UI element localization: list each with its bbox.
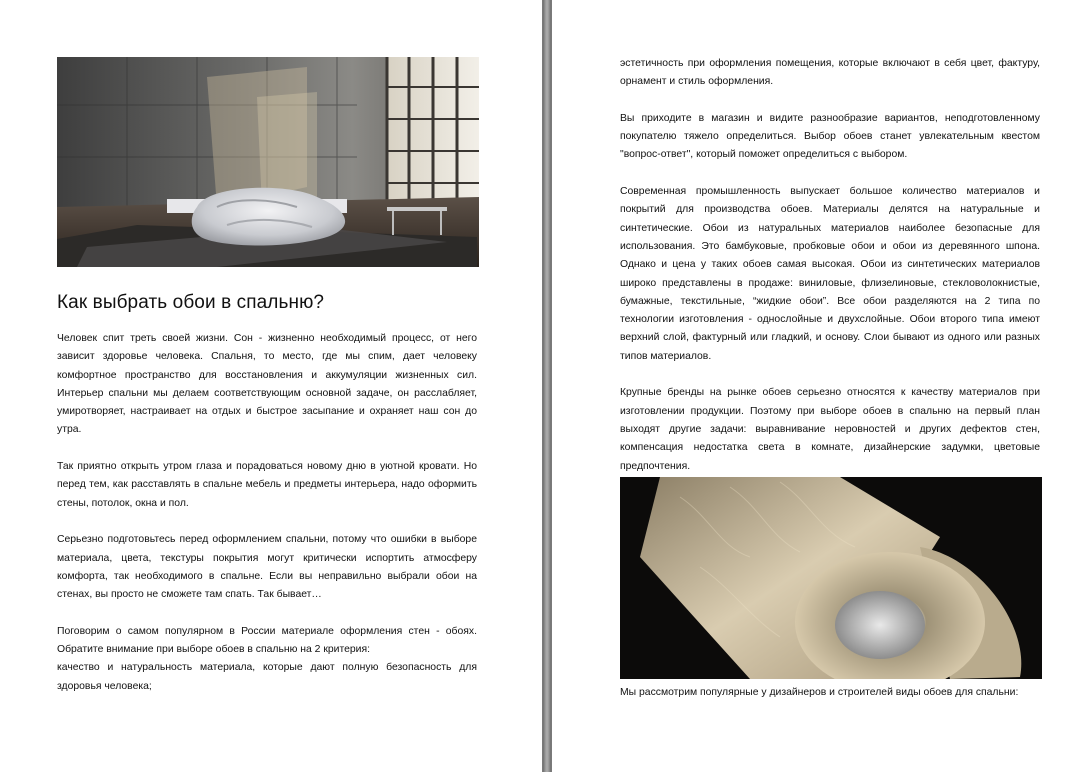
paragraph-intro: Человек спит треть своей жизни. Сон - жизненно необходимый процесс, от него зависит здоровье человека. Спальня, то место, где мы спим, дает человеку комфортное пространство для восстановления и аккумуляции жизненных сил. Интерьер спальни мы делаем соответствующим основной задаче, он расслабляет, умиротворяет, настраивает на отдых и быстрое засыпание и охраняет наш сон до утра. (57, 333, 477, 436)
left-column-text (57, 330, 477, 696)
article-title: Как выбрать обои в спальню? (57, 292, 325, 313)
bedroom-photo (57, 57, 479, 267)
paragraph-prepare: Серьезно подготовьтесь перед оформлением спальни, потому что ошибки в выборе материала, цвета, текстуры покрытия могут критически испортить атмосферу комфорта, так необходимого в спальне. Если вы неправильно выбрали обои на стенах, вы просто не сможете там спать. Так бывает… (57, 534, 477, 601)
paragraph-morning: Так приятно открыть утром глаза и порадоваться новому дню в уютной кровати. Но перед тем, как расставлять в спальне мебель и предметы интерьера, надо оформить стены, потолок, окна и пол. (57, 461, 477, 509)
right-column-text (620, 55, 1040, 476)
image-caption: Мы рассмотрим популярные у дизайнеров и строителей виды обоев для спальни: (620, 687, 1019, 698)
page-gutter (543, 0, 551, 772)
wallpaper-roll-photo (620, 477, 1042, 679)
paragraph-shop: Вы приходите в магазин и видите разнообразие вариантов, неподготовленному покупателю тяжело определиться. Выбор обоев станет увлекательным квестом "вопрос-ответ", который поможет определиться с выбором. (620, 112, 1040, 161)
paragraph-materials: Современная промышленность выпускает большое количество материалов и покрытий для производства обоев. Материалы делятся на натуральные и синтетические. Обои из натуральных материалов наиболее безопасные для использования. Это бамбуковые, пробковые обои и обои из деревянного шпона. Однако и цена у таких обоев самая высокая. Обои из синтетических материалов широко представлены в продаже: виниловые, флизелиновые, стекловолокнистые, бумажные, текстильные, “жидкие обои”. Все обои разделяются на 2 типа по технологии изготовления - однослойные и двухслойные. Обои второго типа имеют верхний слой, фактурный или гладкий, и основу. Слои бывают из одного или разных типов материалов. (620, 186, 1040, 362)
paragraph-wallpaper: Поговорим о самом популярном в России материале оформления стен - обоях. Обратите внимание при выборе обоев в спальню на 2 критерия: (57, 625, 477, 656)
paragraph-brands: Крупные бренды на рынке обоев серьезно относятся к качеству материалов при изготовлении продукции. Поэтому при выборе обоев в спальню на первый план выходят другие задачи: выравнивание неровностей и других дефектов стен, компенсация недостатка света в комнате, дизайнерские задумки, цветовые предпочтения. (620, 387, 1040, 472)
paragraph-aesthetics: эстетичность при оформления помещения, которые включают в себя цвет, фактуру, орнамент и стиль оформления. (620, 58, 1040, 88)
paragraph-criterion-quality: качество и натуральность материала, которые дают полную безопасность для здоровья человека; (57, 662, 477, 692)
